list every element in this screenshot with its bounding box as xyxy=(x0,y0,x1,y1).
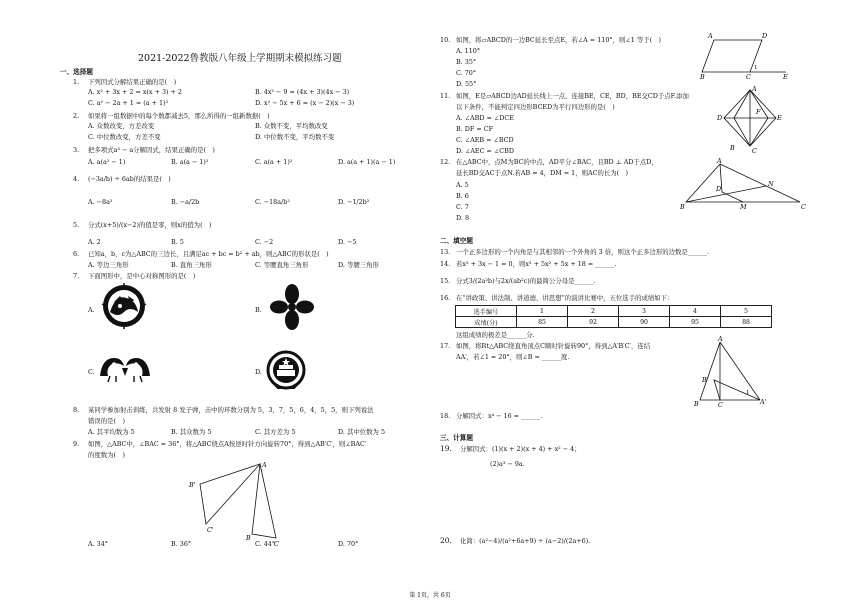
q3-num: 3. xyxy=(73,146,80,154)
table-cell: 成绩(分) xyxy=(456,317,517,328)
q8-num: 8. xyxy=(73,406,80,414)
table-cell: 选手编号 xyxy=(456,306,517,317)
section-choice: 一、选择题 xyxy=(60,68,93,76)
q18-num: 18. xyxy=(440,412,451,420)
national-emblem-image-d xyxy=(266,350,306,390)
q17-label-a-prime: A' xyxy=(760,398,767,406)
q12-label-d: D xyxy=(716,185,722,193)
q9-label-c-prime: C' xyxy=(207,526,214,534)
q5-option-a: A. 2 xyxy=(88,238,101,246)
q5-option-d: D. −5 xyxy=(338,238,357,246)
q9-label-c: C xyxy=(274,540,279,548)
q17-label-c: C xyxy=(718,401,723,409)
table-cell: 95 xyxy=(670,317,721,328)
q16-after: 这组成绩的极差是______分. xyxy=(456,331,535,339)
q3-option-c: C. a(a + 1)² xyxy=(255,158,293,166)
q19-text-2: (2)a³ − 9a. xyxy=(490,460,525,468)
q11-label-c: C xyxy=(752,147,757,155)
q12-label-b: B xyxy=(680,203,685,211)
q2-option-d: D. 中位数不变，平均数不变 xyxy=(255,133,335,141)
q3-option-a: A. a(a² − 1) xyxy=(88,158,126,166)
q10-label-e: E xyxy=(783,73,788,81)
q8-stem: 某同学参加射击训练，共发射 8 发子弹，击中的环数分别为 5，3，7，5，6，4，5，5，则下列说法 xyxy=(88,406,374,414)
q7-option-b: B. xyxy=(255,306,262,314)
q12-stem-2: 延长BD交AC于点N.若AB = 4，DM = 1，则AC的长为( ) xyxy=(456,169,629,177)
q2-option-c: C. 中位数改变，方差不变 xyxy=(88,133,161,141)
q1-option-b: B. 4x² − 9 = (4x + 3)(4x − 3) xyxy=(255,88,350,96)
section-fill-blank: 二、填空题 xyxy=(440,237,473,245)
pattern-image-b xyxy=(270,284,314,330)
q1-option-a: A. x² + 3x + 2 = x(x + 3) + 2 xyxy=(88,88,182,96)
q19-text: 分解因式：(1)(x + 2)(x + 4) + x² − 4； xyxy=(460,445,581,453)
q9-label-b-prime: B' xyxy=(189,481,196,489)
q5-num: 5. xyxy=(73,221,80,229)
q10-option-c: C. 70° xyxy=(456,69,477,77)
q12-option-b: B. 6 xyxy=(456,192,469,200)
q4-option-b: B. −a/2b xyxy=(171,198,200,206)
q9-option-c: C. 44° xyxy=(255,540,276,548)
table-row xyxy=(456,317,772,328)
q17-figure xyxy=(690,336,770,410)
q4-option-d: D. −1/2b² xyxy=(338,198,370,206)
q16-num: 16. xyxy=(440,294,451,302)
q17-label-angle-1: 1 xyxy=(746,390,750,396)
table-cell: 1 xyxy=(517,306,568,317)
q10-option-d: D. 55° xyxy=(456,80,477,88)
q8-option-a: A. 其平均数为 5 xyxy=(88,428,135,436)
q15-text: 分式3/(2a²b)与2x/(ab²c)的最简公分母是______. xyxy=(456,277,596,285)
q18-text: 分解因式：x⁴ − 16 = ______. xyxy=(456,412,543,420)
q6-option-a: A. 等边三角形 xyxy=(88,261,129,269)
q8-option-b: B. 其众数为 5 xyxy=(171,428,212,436)
q17-num: 17. xyxy=(440,342,451,350)
q11-label-e: E xyxy=(777,114,782,122)
q11-option-b: B. DF = CF xyxy=(456,125,494,133)
q9-label-b: B xyxy=(246,534,251,542)
q17-label-b: B xyxy=(694,400,699,408)
q7-num: 7. xyxy=(73,272,80,280)
pattern-image-c xyxy=(96,350,154,384)
q2-option-a: A. 众数改变，方差改变 xyxy=(88,122,155,130)
q16-score-table xyxy=(455,305,772,328)
q12-stem: 在△ABC中，点M为BC的中点，AD平分∠BAC，且BD ⊥ AD于点D， xyxy=(456,158,658,166)
q20-num: 20. xyxy=(440,536,452,545)
page-footer: 第 1页，共 6页 xyxy=(409,592,451,599)
q9-option-b: B. 36° xyxy=(171,540,192,548)
q5-option-b: B. 5 xyxy=(171,238,184,246)
q12-label-a: A xyxy=(717,157,722,165)
q9-stem: 如图，△ABC中，∠BAC = 36°，将△ABC绕点A按逆时针方向旋转70°，得到△AB′C′，则∠BAC′ xyxy=(88,440,367,448)
q10-label-angle-1: 1 xyxy=(754,65,758,71)
q10-label-b: B xyxy=(700,73,705,81)
table-cell: 4 xyxy=(670,306,721,317)
q8-option-d: D. 其中位数为 5 xyxy=(338,428,386,436)
q6-option-c: C. 等腰直角三角形 xyxy=(255,261,309,269)
q11-figure xyxy=(710,84,782,156)
q10-label-d: D xyxy=(762,32,768,40)
q4-stem: (−3a/b) ÷ 6ab的结果是( ) xyxy=(88,175,171,183)
q17-label-b-prime: B' xyxy=(702,376,709,384)
q8-option-c: C. 其方差为 5 xyxy=(255,428,296,436)
q17-text: 如图，将Rt△ABC绕直角顶点C顺时针旋转90°，得到△A′B′C′，连结 xyxy=(456,342,651,350)
q5-stem: 分式(x+5)/(x−2)的值是零，则x的值为( ) xyxy=(88,221,212,229)
q11-label-a: A xyxy=(752,85,757,93)
q7-stem: 下面图形中，是中心对称图形的是( ) xyxy=(88,272,196,280)
q12-label-c: C xyxy=(801,203,806,211)
q13-text: 一个正多边形的一个内角是与其相邻的一个外角的 3 倍，则这个正多边形的边数是______. xyxy=(456,248,710,256)
q15-num: 15. xyxy=(440,277,451,285)
q11-num: 11. xyxy=(440,92,451,100)
q17-text-2: AA′，若∠1 = 20°，则∠B = ______度. xyxy=(456,353,570,361)
q10-figure xyxy=(700,32,792,80)
q10-label-a: A xyxy=(708,32,713,40)
q10-label-c: C xyxy=(746,73,751,81)
q6-option-d: D. 等腰三角形 xyxy=(338,261,379,269)
q1-num: 1. xyxy=(73,78,80,86)
q11-label-f: F xyxy=(756,108,761,116)
table-cell: 3 xyxy=(619,306,670,317)
q11-stem: 如图，E是▱ABCD边AD延长线上一点，连接BE，CE，BD，BE交CD于点F.添加 xyxy=(456,92,689,100)
q12-figure xyxy=(680,158,810,210)
q11-stem-2: 以下条件，不能判定四边形BCED为平行四边形的是( ) xyxy=(456,103,615,111)
table-cell: 92 xyxy=(568,317,619,328)
q4-option-c: C. −18a/b² xyxy=(255,198,290,206)
section-calculation: 三、计算题 xyxy=(440,434,473,442)
q4-option-a: A. −8a² xyxy=(88,198,113,206)
table-cell: 85 xyxy=(517,317,568,328)
q7-option-a: A. xyxy=(88,306,95,314)
q8-stem-2: 错误的是( ) xyxy=(88,417,125,425)
q14-text: 若x² + 3x − 1 = 0，则x³ + 5x² + 5x + 18 = ______. xyxy=(456,260,617,268)
q11-label-d: D xyxy=(717,114,723,122)
q10-stem: 如图，将▱ABCD的一边BC延长至点E，若∠A = 110°，则∠1 等于( ) xyxy=(456,36,661,44)
q2-option-b: B. 众数不变，平均数改变 xyxy=(255,122,328,130)
q10-option-b: B. 35° xyxy=(456,58,477,66)
table-row xyxy=(456,306,772,317)
q10-num: 10. xyxy=(440,36,451,44)
q12-num: 12. xyxy=(440,158,451,166)
q2-num: 2. xyxy=(73,112,80,120)
q14-num: 14. xyxy=(440,260,451,268)
q12-label-n: N xyxy=(768,180,774,188)
q3-option-d: D. a(a + 1)(a − 1) xyxy=(338,158,396,166)
q6-stem: 已知a，b，c为△ABC的三边长，且满足ac + bc = b² + ab，则△ABC的形状是( ) xyxy=(88,250,329,258)
q10-option-a: A. 110° xyxy=(456,47,481,55)
q1-option-d: D. x² − 5x + 6 = (x − 2)(x − 3) xyxy=(255,99,355,107)
q12-option-c: C. 7 xyxy=(456,203,469,211)
q19-num: 19. xyxy=(440,444,452,453)
pattern-image-a xyxy=(100,282,148,330)
q5-option-c: C. −2 xyxy=(255,238,274,246)
q11-label-b: B xyxy=(730,144,735,152)
q6-num: 6. xyxy=(73,250,80,258)
q3-stem: 把多项式a³ − a分解因式，结果正确的是( ) xyxy=(88,146,215,154)
q7-option-d: D. xyxy=(255,368,262,376)
q3-option-b: B. a(a − 1)² xyxy=(171,158,209,166)
table-cell: 88 xyxy=(721,317,772,328)
q11-option-d: D. ∠AEC = ∠CBD xyxy=(456,147,514,155)
q9-num: 9. xyxy=(73,440,80,448)
q6-option-b: B. 直角三角形 xyxy=(171,261,212,269)
q4-num: 4. xyxy=(73,175,80,183)
q9-label-a: A xyxy=(262,461,267,469)
q12-option-d: D. 8 xyxy=(456,214,470,222)
q12-label-m: M xyxy=(740,203,747,211)
table-cell: 90 xyxy=(619,317,670,328)
q11-option-c: C. ∠AEB = ∠BCD xyxy=(456,136,514,144)
q2-stem: 如果将一组数据中的每个数都减去5，那么所得的一组新数据( ) xyxy=(88,112,270,120)
q9-option-d: D. 70° xyxy=(338,540,359,548)
q1-option-c: C. a² − 2a + 1 = (a + 1)² xyxy=(88,99,169,107)
page-title: 2021-2022鲁教版八年级上学期期末模拟练习题 xyxy=(138,53,342,64)
q13-num: 13. xyxy=(440,248,451,256)
q1-stem: 下列因式分解结果正确的是( ) xyxy=(88,78,177,86)
q20-text: 化简：(a²−4)/(a²+6a+9) ÷ (a−2)/(2a+6). xyxy=(460,537,591,545)
q9-stem-2: 的度数为( ) xyxy=(88,451,125,459)
q12-option-a: A. 5 xyxy=(456,181,469,189)
table-cell: 2 xyxy=(568,306,619,317)
q7-option-c: C. xyxy=(88,368,95,376)
q16-text: 在“讲政策、讲法制、讲道德、讲思想”的演讲比赛中，五位选手的成绩如下： xyxy=(456,294,674,302)
table-cell: 5 xyxy=(721,306,772,317)
q17-label-a: A xyxy=(718,335,723,343)
q11-option-a: A. ∠ABD = ∠DCE xyxy=(456,114,514,122)
q9-option-a: A. 34° xyxy=(88,540,109,548)
